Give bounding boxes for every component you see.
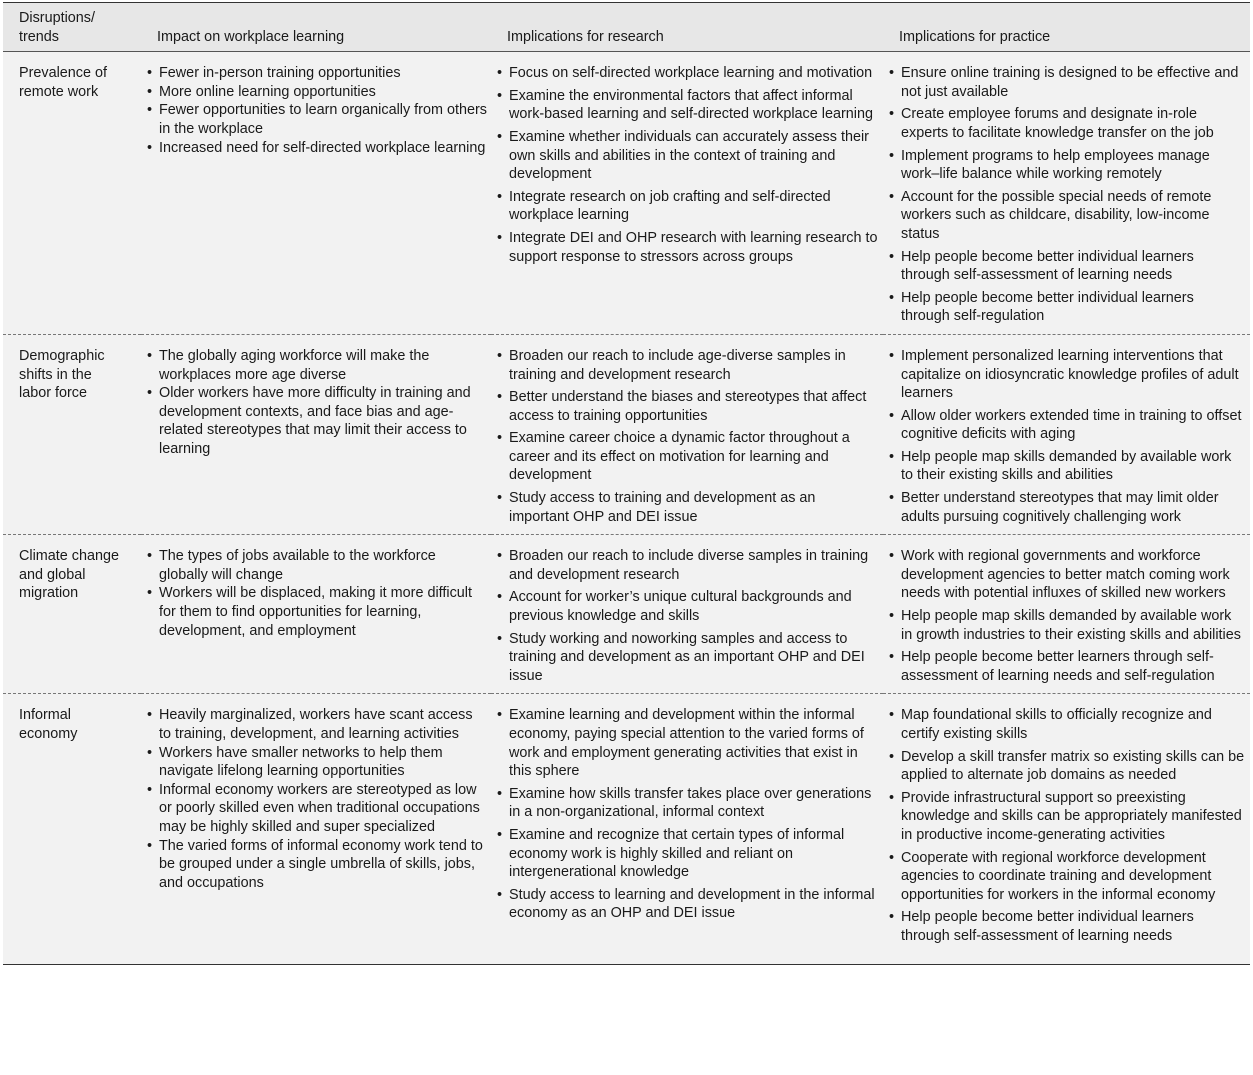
research-list (495, 706, 879, 923)
trend-cell (3, 535, 141, 694)
list-item: • Examine learning and development within the informal economy, paying special attention to the varied forms of work and employment generating activities that exist in this sphere (495, 706, 879, 780)
list-item: • Create employee forums and designate in-role experts to facilitate knowledge transfer on the job (887, 105, 1246, 142)
impact-cell (141, 334, 491, 534)
list-item: • Account for worker’s unique cultural backgrounds and previous knowledge and skills (495, 588, 879, 625)
research-cell (491, 694, 883, 964)
list-item: • Ensure online training is designed to be effective and not just available (887, 64, 1246, 101)
research-list (495, 347, 879, 526)
list-item: • Broaden our reach to include age-diverse samples in training and development research (495, 347, 879, 384)
impact-cell (141, 535, 491, 694)
practice-list (887, 706, 1246, 945)
header-disruptions: Disruptions/ trends (3, 3, 141, 52)
list-item: • Provide infrastructural support so preexisting knowledge and skills can be appropriately manifested in productive income-generating activities (887, 789, 1246, 845)
list-item: • Help people become better individual learners through self-assessment of learning needs (887, 908, 1246, 945)
list-item: • Examine and recognize that certain types of informal economy work is highly skilled and reliant on intergenerational knowledge (495, 826, 879, 882)
list-item: • Focus on self-directed workplace learning and motivation (495, 64, 879, 83)
impact-list (145, 706, 487, 892)
table-body (3, 52, 1250, 964)
practice-cell (883, 694, 1250, 964)
list-item: • Help people become better learners through self-assessment of learning needs and self-regulation (887, 648, 1246, 685)
table-header (3, 3, 1250, 52)
research-list (495, 547, 879, 685)
list-item: • Informal economy workers are stereotyped as low or poorly skilled even when traditional occupations may be highly skilled and super specialized (145, 781, 487, 837)
research-list (495, 64, 879, 266)
list-item: • Fewer opportunities to learn organically from others in the workplace (145, 101, 487, 138)
list-item: • Study access to learning and development in the informal economy as an OHP and DEI issue (495, 886, 879, 923)
practice-cell (883, 334, 1250, 534)
impact-list (145, 347, 487, 459)
impact-list (145, 547, 487, 640)
list-item: • Increased need for self-directed workplace learning (145, 139, 487, 158)
list-item: • Develop a skill transfer matrix so existing skills can be applied to alternate job domains as needed (887, 748, 1246, 785)
trend-label: Climate change and global migration (19, 548, 119, 602)
trend-cell (3, 694, 141, 964)
list-item: • Fewer in-person training opportunities (145, 64, 487, 83)
header-row (3, 3, 1250, 52)
impact-cell (141, 694, 491, 964)
trend-label: Prevalence of remote work (19, 65, 107, 100)
list-item: • Older workers have more difficulty in training and development contexts, and face bias and age-related stereotypes that may limit their access to learning (145, 384, 487, 458)
list-item: • Workers will be displaced, making it more difficult for them to find opportunities for learning, development, and employment (145, 584, 487, 640)
table-row (3, 334, 1250, 534)
list-item: • Better understand the biases and stereotypes that affect access to training opportunities (495, 388, 879, 425)
list-item: • Workers have smaller networks to help them navigate lifelong learning opportunities (145, 744, 487, 781)
list-item: • Examine how skills transfer takes place over generations in a non-organizational, informal context (495, 785, 879, 822)
list-item: • Help people map skills demanded by available work in growth industries to their existing skills and abilities (887, 607, 1246, 644)
list-item: • Broaden our reach to include diverse samples in training and development research (495, 547, 879, 584)
table-row (3, 52, 1250, 335)
list-item: • Implement programs to help employees manage work–life balance while working remotely (887, 147, 1246, 184)
list-item: • Implement personalized learning interventions that capitalize on idiosyncratic knowledge profiles of adult learners (887, 347, 1246, 403)
list-item: • Work with regional governments and workforce development agencies to better match coming work needs with potential influxes of skilled new workers (887, 547, 1246, 603)
practice-list (887, 347, 1246, 526)
list-item: • The globally aging workforce will make the workplaces more age diverse (145, 347, 487, 384)
header-practice: Implications for practice (883, 3, 1250, 52)
practice-cell (883, 535, 1250, 694)
practice-list (887, 64, 1246, 326)
trend-cell (3, 52, 141, 335)
research-cell (491, 334, 883, 534)
list-item: • Account for the possible special needs of remote workers such as childcare, disability, low-income status (887, 188, 1246, 244)
trend-label: Informal economy (19, 707, 78, 742)
list-item: • Examine the environmental factors that affect informal work-based learning and self-directed workplace learning (495, 87, 879, 124)
list-item: • Better understand stereotypes that may limit older adults pursuing cognitively challenging work (887, 489, 1246, 526)
list-item: • The varied forms of informal economy work tend to be grouped under a single umbrella of skills, jobs, and occupations (145, 837, 487, 893)
list-item: • Help people become better individual learners through self-regulation (887, 289, 1246, 326)
list-item: • Help people become better individual learners through self-assessment of learning needs (887, 248, 1246, 285)
research-cell (491, 535, 883, 694)
practice-cell (883, 52, 1250, 335)
list-item: • More online learning opportunities (145, 83, 487, 102)
trend-label: Demographic shifts in the labor force (19, 347, 105, 402)
header-research: Implications for research (491, 3, 883, 52)
list-item: • Integrate DEI and OHP research with learning research to support response to stressors across groups (495, 229, 879, 266)
impact-list (145, 64, 487, 157)
list-item: • Examine whether individuals can accurately assess their own skills and abilities in the context of training and development (495, 128, 879, 184)
table-row (3, 694, 1250, 964)
list-item: • Study working and noworking samples and access to training and development as an important OHP and DEI issue (495, 630, 879, 686)
list-item: • Cooperate with regional workforce development agencies to coordinate training and development opportunities for workers in the informal economy (887, 849, 1246, 905)
research-cell (491, 52, 883, 335)
list-item: • Integrate research on job crafting and self-directed workplace learning (495, 188, 879, 225)
list-item: • The types of jobs available to the workforce globally will change (145, 547, 487, 584)
practice-list (887, 547, 1246, 685)
table-row (3, 535, 1250, 694)
list-item: • Examine career choice a dynamic factor throughout a career and its effect on motivation for learning and development (495, 429, 879, 485)
trend-cell (3, 334, 141, 534)
list-item: • Map foundational skills to officially recognize and certify existing skills (887, 706, 1246, 743)
list-item: • Allow older workers extended time in training to offset cognitive deficits with aging (887, 407, 1246, 444)
list-item: • Help people map skills demanded by available work to their existing skills and abilities (887, 448, 1246, 485)
list-item: • Heavily marginalized, workers have scant access to training, development, and learning activities (145, 706, 487, 743)
list-item: • Study access to training and development as an important OHP and DEI issue (495, 489, 879, 526)
header-impact: Impact on workplace learning (141, 3, 491, 52)
impact-cell (141, 52, 491, 335)
trends-table (3, 2, 1250, 965)
